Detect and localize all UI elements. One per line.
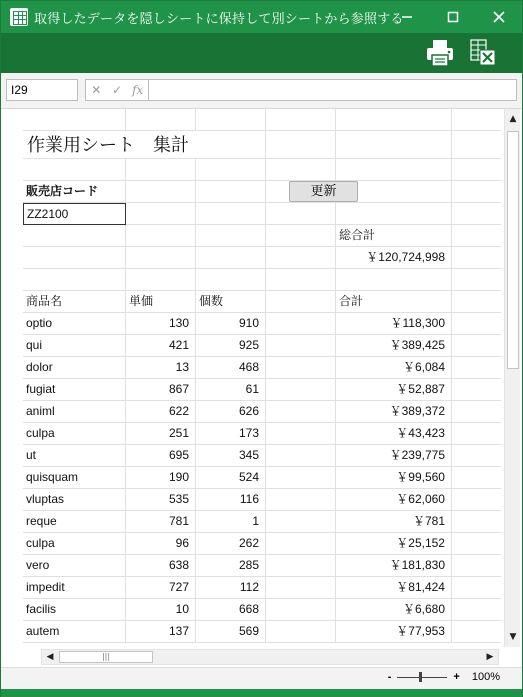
- cell[interactable]: [452, 401, 501, 423]
- ribbon-toolbar: [1, 33, 522, 73]
- row-cell-total[interactable]: ￥62,060: [336, 489, 452, 511]
- row-cell-product[interactable]: reque: [23, 511, 126, 533]
- cell[interactable]: [196, 269, 266, 291]
- cell[interactable]: [336, 159, 452, 181]
- zoom-slider-knob[interactable]: [419, 672, 422, 682]
- cell[interactable]: [452, 467, 501, 489]
- cell[interactable]: [266, 401, 336, 423]
- row-cell-unit-price[interactable]: 137: [126, 621, 196, 643]
- insert-function-button[interactable]: fx: [132, 83, 144, 97]
- row-cell-product[interactable]: vero: [23, 555, 126, 577]
- row-cell-product[interactable]: fugiat: [23, 379, 126, 401]
- row-cell-total[interactable]: ￥52,887: [336, 379, 452, 401]
- row-cell-total[interactable]: ￥781: [336, 511, 452, 533]
- cell[interactable]: [266, 357, 336, 379]
- close-icon: [493, 11, 505, 23]
- zoom-level: 100%: [471, 671, 500, 683]
- row-cell-total[interactable]: ￥181,830: [336, 555, 452, 577]
- header-unit-price: 単価: [126, 291, 196, 313]
- row-cell-quantity[interactable]: 173: [196, 423, 266, 445]
- maximize-button[interactable]: [430, 1, 476, 33]
- horizontal-scroll-thumb[interactable]: |||: [59, 651, 153, 663]
- cell[interactable]: [336, 203, 452, 225]
- status-bar: [1, 667, 522, 689]
- cell[interactable]: [266, 489, 336, 511]
- row-cell-quantity[interactable]: 262: [196, 533, 266, 555]
- worksheet-grid[interactable]: [23, 109, 501, 647]
- cell[interactable]: [266, 467, 336, 489]
- row-cell-product[interactable]: impedit: [23, 577, 126, 599]
- cell[interactable]: [266, 335, 336, 357]
- cell[interactable]: [452, 247, 501, 269]
- enter-formula-button[interactable]: ✓: [111, 83, 123, 97]
- cell[interactable]: [266, 599, 336, 621]
- row-cell-unit-price[interactable]: 781: [126, 511, 196, 533]
- row-cell-total[interactable]: ￥6,084: [336, 357, 452, 379]
- cell[interactable]: [196, 225, 266, 247]
- cell[interactable]: [452, 555, 501, 577]
- maximize-icon: [447, 11, 459, 23]
- cell[interactable]: [452, 269, 501, 291]
- row-cell-product[interactable]: culpa: [23, 423, 126, 445]
- row-cell-product[interactable]: dolor: [23, 357, 126, 379]
- name-box[interactable]: I29: [6, 79, 78, 101]
- cell[interactable]: [452, 203, 501, 225]
- row-cell-product[interactable]: quisquam: [23, 467, 126, 489]
- cell[interactable]: [266, 555, 336, 577]
- cell[interactable]: [126, 109, 196, 131]
- cell[interactable]: [23, 247, 126, 269]
- formula-bar: [1, 73, 522, 109]
- row-cell-quantity[interactable]: 468: [196, 357, 266, 379]
- minimize-icon: [401, 11, 413, 23]
- row-cell-unit-price[interactable]: 421: [126, 335, 196, 357]
- row-cell-unit-price[interactable]: 622: [126, 401, 196, 423]
- window-title: 取得したデータを隠しシートに保持して別シートから参照する: [34, 11, 404, 27]
- row-cell-total[interactable]: ￥118,300: [336, 313, 452, 335]
- zoom-out-button[interactable]: -: [387, 671, 392, 683]
- row-cell-unit-price[interactable]: 13: [126, 357, 196, 379]
- row-cell-product[interactable]: culpa: [23, 533, 126, 555]
- cell[interactable]: [336, 109, 452, 131]
- row-cell-total[interactable]: ￥239,775: [336, 445, 452, 467]
- update-button[interactable]: 更新: [289, 181, 358, 202]
- cell[interactable]: [266, 291, 336, 313]
- vertical-scrollbar[interactable]: [504, 109, 520, 647]
- cell[interactable]: [452, 181, 501, 203]
- row-cell-quantity[interactable]: 61: [196, 379, 266, 401]
- cell[interactable]: [266, 621, 336, 643]
- row-cell-unit-price[interactable]: 727: [126, 577, 196, 599]
- row-cell-unit-price[interactable]: 190: [126, 467, 196, 489]
- cell[interactable]: [196, 247, 266, 269]
- cell[interactable]: [126, 247, 196, 269]
- row-cell-quantity[interactable]: 626: [196, 401, 266, 423]
- scroll-left-arrow-icon[interactable]: ◀: [46, 652, 54, 662]
- cell[interactable]: [452, 335, 501, 357]
- formula-input[interactable]: [149, 79, 517, 101]
- vertical-scroll-thumb[interactable]: [507, 131, 519, 369]
- cell[interactable]: [452, 489, 501, 511]
- title-bar: [1, 1, 522, 33]
- row-cell-unit-price[interactable]: 695: [126, 445, 196, 467]
- cell[interactable]: [196, 181, 266, 203]
- grand-total-value: ￥120,724,998: [336, 247, 452, 269]
- row-cell-product[interactable]: vluptas: [23, 489, 126, 511]
- cell[interactable]: [452, 225, 501, 247]
- cell[interactable]: [23, 159, 126, 181]
- row-cell-quantity[interactable]: 116: [196, 489, 266, 511]
- formula-buttons: [85, 79, 149, 101]
- cell[interactable]: [452, 131, 501, 159]
- cell[interactable]: [266, 577, 336, 599]
- header-total: 合計: [336, 291, 452, 313]
- cancel-formula-button[interactable]: ✕: [91, 83, 102, 97]
- cell[interactable]: [126, 159, 196, 181]
- cell[interactable]: [196, 203, 266, 225]
- excel-export-icon: [467, 37, 499, 69]
- cell[interactable]: [196, 109, 266, 131]
- row-cell-unit-price[interactable]: 535: [126, 489, 196, 511]
- cell[interactable]: [452, 291, 501, 313]
- close-button[interactable]: [476, 1, 522, 33]
- zoom-control: [388, 671, 500, 683]
- window-bottom-border: [1, 689, 522, 697]
- cell[interactable]: [266, 131, 336, 159]
- row-cell-unit-price[interactable]: 251: [126, 423, 196, 445]
- horizontal-scrollbar[interactable]: [41, 649, 499, 665]
- row-cell-product[interactable]: autem: [23, 621, 126, 643]
- row-cell-total[interactable]: ￥43,423: [336, 423, 452, 445]
- cell[interactable]: [23, 109, 126, 131]
- cell[interactable]: [23, 269, 126, 291]
- scroll-down-arrow-icon[interactable]: ▼: [509, 632, 517, 642]
- row-cell-quantity[interactable]: 285: [196, 555, 266, 577]
- grand-total-label: 総合計: [336, 225, 452, 247]
- cell[interactable]: [452, 423, 501, 445]
- cell[interactable]: [126, 225, 196, 247]
- cell[interactable]: [266, 445, 336, 467]
- cell[interactable]: [336, 269, 452, 291]
- cell[interactable]: [452, 621, 501, 643]
- scroll-right-arrow-icon[interactable]: ▶: [486, 652, 494, 662]
- row-cell-total[interactable]: ￥389,425: [336, 335, 452, 357]
- cell[interactable]: [336, 131, 452, 159]
- cell[interactable]: [266, 159, 336, 181]
- cell[interactable]: [452, 313, 501, 335]
- cell[interactable]: [196, 159, 266, 181]
- cell[interactable]: [126, 203, 196, 225]
- scroll-up-arrow-icon[interactable]: ▲: [509, 114, 517, 124]
- cell[interactable]: [452, 599, 501, 621]
- minimize-button[interactable]: [384, 1, 430, 33]
- cell[interactable]: [452, 445, 501, 467]
- row-cell-quantity[interactable]: 569: [196, 621, 266, 643]
- cell[interactable]: [266, 533, 336, 555]
- row-cell-product[interactable]: ut: [23, 445, 126, 467]
- header-quantity: 個数: [196, 291, 266, 313]
- cell[interactable]: [266, 269, 336, 291]
- worksheet-area: [1, 109, 522, 647]
- row-cell-unit-price[interactable]: 96: [126, 533, 196, 555]
- row-cell-total[interactable]: ￥6,680: [336, 599, 452, 621]
- row-cell-total[interactable]: ￥25,152: [336, 533, 452, 555]
- zoom-in-button[interactable]: +: [453, 671, 460, 683]
- row-cell-unit-price[interactable]: 867: [126, 379, 196, 401]
- row-cell-total[interactable]: ￥81,424: [336, 577, 452, 599]
- row-cell-quantity[interactable]: 668: [196, 599, 266, 621]
- cell[interactable]: [266, 423, 336, 445]
- spreadsheet-app-icon: [10, 8, 28, 26]
- row-cell-quantity[interactable]: 910: [196, 313, 266, 335]
- row-cell-unit-price[interactable]: 638: [126, 555, 196, 577]
- row-cell-unit-price[interactable]: 10: [126, 599, 196, 621]
- row-cell-total[interactable]: ￥77,953: [336, 621, 452, 643]
- row-cell-product[interactable]: animl: [23, 401, 126, 423]
- row-cell-product[interactable]: optio: [23, 313, 126, 335]
- cell[interactable]: [23, 225, 126, 247]
- print-button[interactable]: [424, 37, 456, 69]
- dealer-code-input[interactable]: ZZ2100: [23, 203, 126, 225]
- row-cell-total[interactable]: ￥389,372: [336, 401, 452, 423]
- cell[interactable]: [266, 203, 336, 225]
- row-cell-quantity[interactable]: 524: [196, 467, 266, 489]
- row-cell-product[interactable]: facilis: [23, 599, 126, 621]
- printer-icon: [424, 37, 456, 69]
- cell[interactable]: [452, 577, 501, 599]
- row-cell-quantity[interactable]: 1: [196, 511, 266, 533]
- cell[interactable]: [452, 511, 501, 533]
- cell[interactable]: [452, 379, 501, 401]
- cell[interactable]: [452, 357, 501, 379]
- row-cell-total[interactable]: ￥99,560: [336, 467, 452, 489]
- cell[interactable]: [266, 109, 336, 131]
- cell[interactable]: [452, 159, 501, 181]
- zoom-slider[interactable]: [397, 677, 447, 678]
- row-cell-product[interactable]: qui: [23, 335, 126, 357]
- row-cell-quantity[interactable]: 345: [196, 445, 266, 467]
- header-product: 商品名: [23, 291, 126, 313]
- cell[interactable]: [266, 379, 336, 401]
- row-cell-quantity[interactable]: 925: [196, 335, 266, 357]
- row-cell-quantity[interactable]: 112: [196, 577, 266, 599]
- cell[interactable]: [266, 511, 336, 533]
- dealer-code-label: 販売店コード: [23, 181, 126, 203]
- cell[interactable]: [126, 181, 196, 203]
- cell[interactable]: [266, 225, 336, 247]
- excel-export-button[interactable]: [467, 37, 499, 69]
- cell[interactable]: [266, 313, 336, 335]
- cell[interactable]: [452, 109, 501, 131]
- cell[interactable]: [126, 269, 196, 291]
- cell[interactable]: [452, 533, 501, 555]
- sheet-title: 作業用シート 集計: [23, 131, 266, 159]
- row-cell-unit-price[interactable]: 130: [126, 313, 196, 335]
- cell[interactable]: [266, 247, 336, 269]
